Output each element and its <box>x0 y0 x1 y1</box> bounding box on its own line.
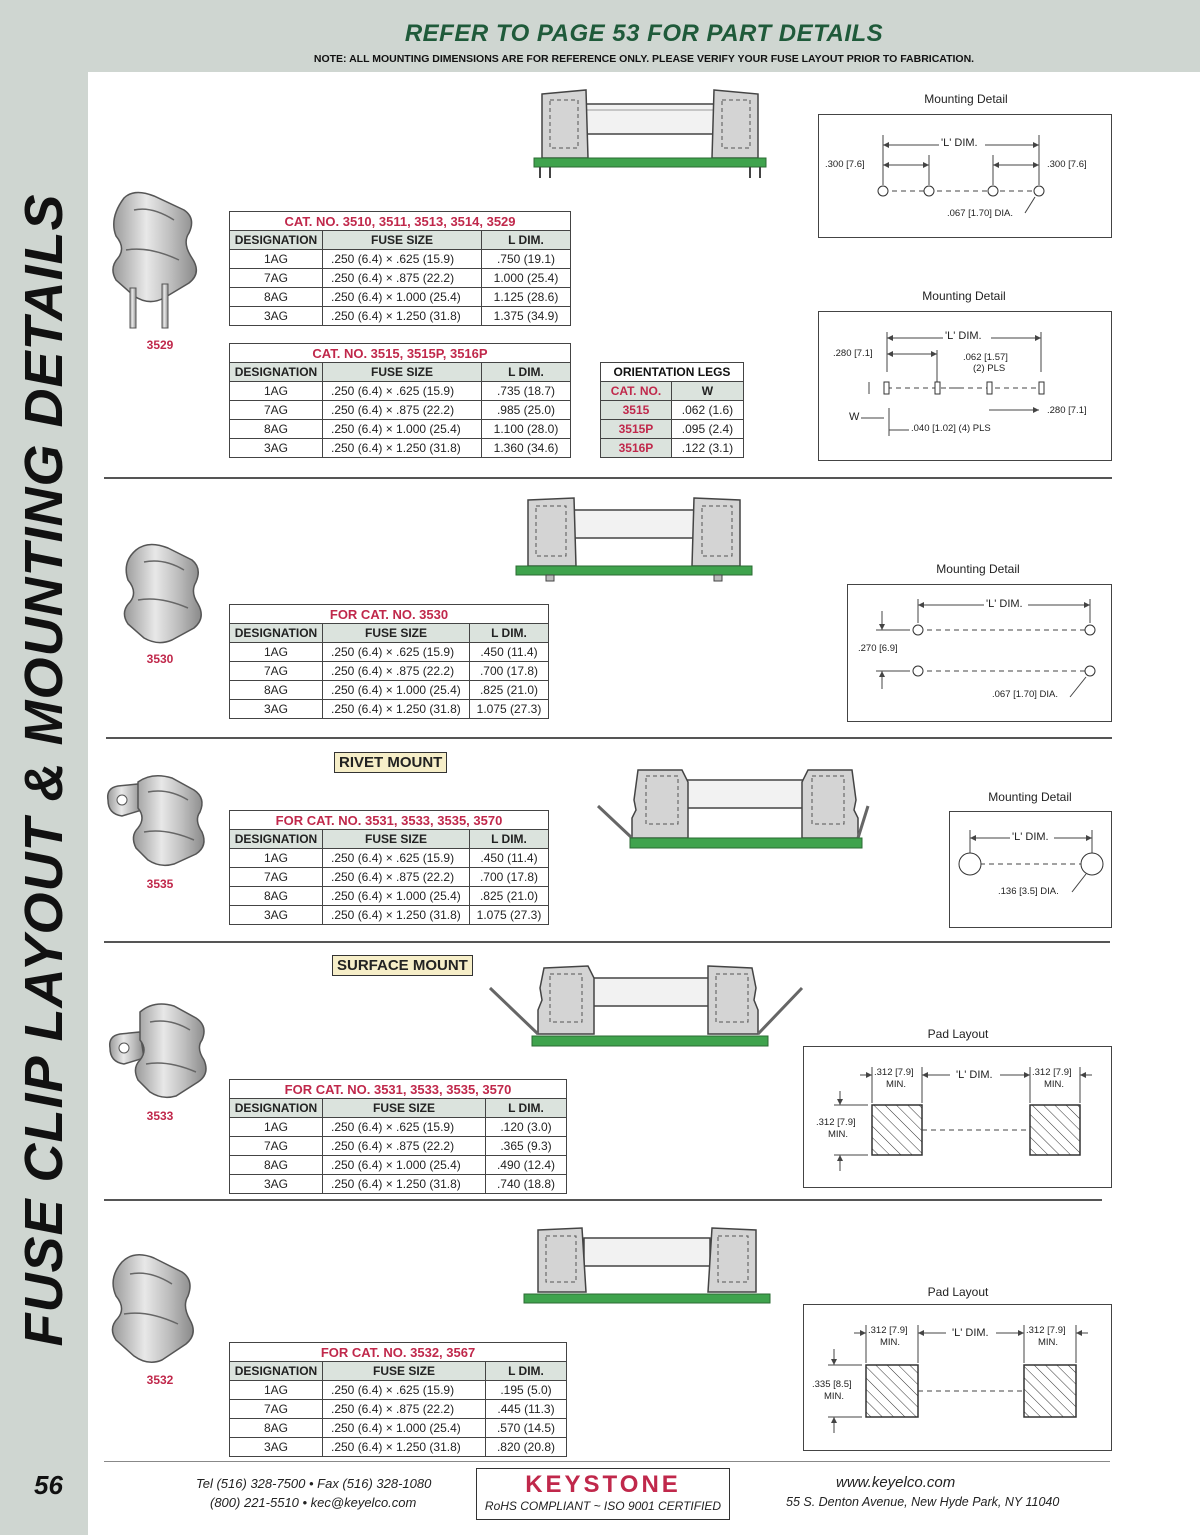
footer-phone: Tel (516) 328-7500 • Fax (516) 328-1080 <box>196 1476 432 1491</box>
table-row: 8AG .250 (6.4) × 1.000 (25.4) 1.100 (28.0) <box>230 420 571 439</box>
keystone-logo-box <box>476 1468 730 1520</box>
table-row: 3AG .250 (6.4) × 1.250 (31.8) 1.075 (27.3) <box>230 906 549 925</box>
table-row: 7AG .250 (6.4) × .875 (22.2) .985 (25.0) <box>230 401 571 420</box>
col-l-dim: L DIM. <box>482 231 571 250</box>
w-label: W <box>849 411 860 423</box>
table-row: 1AG .250 (6.4) × .625 (15.9) .735 (18.7) <box>230 382 571 401</box>
section-divider <box>104 941 1110 943</box>
footer-contact: (800) 221-5510 • kec@keyelco.com <box>210 1495 417 1510</box>
dia-label: .067 [1.70] DIA. <box>992 689 1059 700</box>
pad-dim-top-left: .312 [7.9] <box>874 1067 914 1078</box>
table-row: 3515P .095 (2.4) <box>601 420 744 439</box>
table-row: 3AG .250 (6.4) × 1.250 (31.8) .740 (18.8) <box>230 1175 567 1194</box>
table-row: 7AG .250 (6.4) × .875 (22.2) .700 (17.8) <box>230 662 549 681</box>
table-row: 1AG .250 (6.4) × .625 (15.9) .450 (11.4) <box>230 643 549 662</box>
col-designation: DESIGNATION <box>230 363 323 382</box>
dim-label-right: .280 [7.1] <box>1047 405 1087 416</box>
table-caption: FOR CAT. NO. 3530 <box>230 605 549 624</box>
table-row: 8AG .250 (6.4) × 1.000 (25.4) .825 (21.0) <box>230 681 549 700</box>
table-caption: FOR CAT. NO. 3531, 3533, 3535, 3570 <box>230 811 549 830</box>
mounting-detail-box-1 <box>818 114 1112 238</box>
clip-label-3529: 3529 <box>146 338 174 352</box>
table-row: 3AG .250 (6.4) × 1.250 (31.8) 1.075 (27.3) <box>230 700 549 719</box>
fuse-clip-3530-image <box>116 540 206 650</box>
col-fuse-size: FUSE SIZE <box>323 624 470 643</box>
fuse-clip-3532-image <box>104 1250 204 1370</box>
table-row: 1AG .250 (6.4) × .625 (15.9) .120 (3.0) <box>230 1118 567 1137</box>
table-row: 7AG .250 (6.4) × .875 (22.2) 1.000 (25.4) <box>230 269 571 288</box>
orientation-caption: ORIENTATION LEGS <box>601 363 744 382</box>
col-designation: DESIGNATION <box>230 231 323 250</box>
pad-dim-side-min: MIN. <box>824 1391 845 1402</box>
mounting-detail-box-4 <box>949 811 1112 928</box>
mounting-detail-box-2 <box>818 311 1112 461</box>
pad-dim-top-right-min: MIN. <box>1038 1337 1059 1348</box>
clip-label-3533: 3533 <box>146 1109 174 1123</box>
footer-address: 55 S. Denton Avenue, New Hyde Park, NY 11040 <box>786 1495 1060 1509</box>
col-designation: DESIGNATION <box>230 1362 323 1381</box>
mounting-detail-title: Mounting Detail <box>936 562 1020 576</box>
header-title: REFER TO PAGE 53 FOR PART DETAILS <box>404 20 884 47</box>
table-row: 1AG .250 (6.4) × .625 (15.9) .195 (5.0) <box>230 1381 567 1400</box>
table-row: 3515 .062 (1.6) <box>601 401 744 420</box>
table-row: 3516P .122 (3.1) <box>601 439 744 458</box>
l-dim-label: 'L' DIM. <box>956 1069 993 1081</box>
certifications: RoHS COMPLIANT ~ ISO 9001 CERTIFIED <box>484 1499 722 1513</box>
page-number: 56 <box>34 1470 63 1500</box>
fuse-clip-3535-image <box>102 770 212 870</box>
fuse-clip-3529-image <box>104 188 204 333</box>
dia-label: .136 [3.5] DIA. <box>998 886 1059 897</box>
sidebar-band <box>0 0 88 1535</box>
col-l-dim: L DIM. <box>486 1362 567 1381</box>
pad-layout-title: Pad Layout <box>927 1285 989 1299</box>
section-divider <box>104 1199 1102 1201</box>
section-divider <box>106 737 1112 739</box>
fuse-assembly-surface-mount-1 <box>488 962 804 1050</box>
table-row: 7AG .250 (6.4) × .875 (22.2) .445 (11.3) <box>230 1400 567 1419</box>
pad-dim-top-left-min: MIN. <box>886 1079 907 1090</box>
table-row: 8AG .250 (6.4) × 1.000 (25.4) .825 (21.0) <box>230 887 549 906</box>
col-l-dim: L DIM. <box>486 1099 567 1118</box>
header-note: NOTE: ALL MOUNTING DIMENSIONS ARE FOR REFERENCE ONLY. PLEASE VERIFY YOUR FUSE LAYOUT PRIOR TO FABRICATION. <box>313 53 975 65</box>
l-dim-label: 'L' DIM. <box>952 1327 989 1339</box>
pls-count-label: (2) PLS <box>973 363 1006 374</box>
pad-dim-side-min: MIN. <box>828 1129 849 1140</box>
table-caption: CAT. NO. 3515, 3515P, 3516P <box>230 344 571 363</box>
table-row: 3AG .250 (6.4) × 1.250 (31.8) 1.360 (34.6) <box>230 439 571 458</box>
l-dim-label: 'L' DIM. <box>945 330 982 342</box>
dim-label-left: .300 [7.6] <box>825 159 865 170</box>
spec-table-3510-3529 <box>229 211 571 326</box>
orientation-legs-table <box>600 362 744 458</box>
surface-mount-tag: SURFACE MOUNT <box>332 955 473 976</box>
mounting-detail-title: Mounting Detail <box>924 92 1008 106</box>
fuse-assembly-rivet-mount <box>596 766 870 856</box>
pad-dim-side: .312 [7.9] <box>816 1117 856 1128</box>
col-l-dim: L DIM. <box>470 624 549 643</box>
dim-label-right: .300 [7.6] <box>1047 159 1087 170</box>
spec-table-3532-3567 <box>229 1342 567 1457</box>
clip-label-3532: 3532 <box>146 1373 174 1387</box>
fuse-assembly-surface-mount-2 <box>522 1226 772 1308</box>
col-fuse-size: FUSE SIZE <box>323 231 482 250</box>
clip-label-3530: 3530 <box>146 652 174 666</box>
pad-dim-top-right-min: MIN. <box>1044 1079 1065 1090</box>
clip-label-3535: 3535 <box>146 877 174 891</box>
col-l-dim: L DIM. <box>470 830 549 849</box>
section-divider <box>104 1461 1110 1462</box>
rivet-mount-tag: RIVET MOUNT <box>334 752 447 773</box>
table-caption: CAT. NO. 3510, 3511, 3513, 3514, 3529 <box>230 212 571 231</box>
table-row: 8AG .250 (6.4) × 1.000 (25.4) 1.125 (28.6) <box>230 288 571 307</box>
spec-table-smt-3531-3570 <box>229 1079 567 1194</box>
spec-table-3515-3516p <box>229 343 571 458</box>
spec-table-3530 <box>229 604 549 719</box>
mounting-detail-title: Mounting Detail <box>922 289 1006 303</box>
pad-layout-box-2 <box>803 1304 1112 1451</box>
l-dim-label: 'L' DIM. <box>986 598 1023 610</box>
pad-dim-side: .335 [8.5] <box>812 1379 852 1390</box>
header-band <box>88 0 1200 72</box>
table-row: 8AG .250 (6.4) × 1.000 (25.4) .490 (12.4) <box>230 1156 567 1175</box>
fuse-assembly-through-hole-1 <box>530 86 770 182</box>
col-w: W <box>671 382 743 401</box>
pad-dim-top-left-min: MIN. <box>880 1337 901 1348</box>
table-row: 3AG .250 (6.4) × 1.250 (31.8) 1.375 (34.9) <box>230 307 571 326</box>
col-fuse-size: FUSE SIZE <box>323 1099 486 1118</box>
table-row: 3AG .250 (6.4) × 1.250 (31.8) .820 (20.8) <box>230 1438 567 1457</box>
table-caption: FOR CAT. NO. 3532, 3567 <box>230 1343 567 1362</box>
l-dim-label: 'L' DIM. <box>1012 831 1049 843</box>
section-divider <box>104 477 1112 479</box>
col-cat-no: CAT. NO. <box>601 382 672 401</box>
pad-dim-top-right: .312 [7.9] <box>1032 1067 1072 1078</box>
dia-label: .067 [1.70] DIA. <box>947 208 1014 219</box>
fuse-assembly-through-hole-2 <box>514 494 754 584</box>
table-row: 7AG .250 (6.4) × .875 (22.2) .700 (17.8) <box>230 868 549 887</box>
col-fuse-size: FUSE SIZE <box>323 363 482 382</box>
pad-layout-title: Pad Layout <box>927 1027 989 1041</box>
l-dim-label: 'L' DIM. <box>941 137 978 149</box>
spec-table-rivet-3531-3570 <box>229 810 549 925</box>
bottom-dim-label: .040 [1.02] (4) PLS <box>911 423 991 434</box>
col-fuse-size: FUSE SIZE <box>323 1362 486 1381</box>
col-designation: DESIGNATION <box>230 1099 323 1118</box>
table-row: 8AG .250 (6.4) × 1.000 (25.4) .570 (14.5) <box>230 1419 567 1438</box>
table-row: 7AG .250 (6.4) × .875 (22.2) .365 (9.3) <box>230 1137 567 1156</box>
table-caption: FOR CAT. NO. 3531, 3533, 3535, 3570 <box>230 1080 567 1099</box>
col-designation: DESIGNATION <box>230 830 323 849</box>
pad-dim-top-left: .312 [7.9] <box>868 1325 908 1336</box>
col-l-dim: L DIM. <box>482 363 571 382</box>
keystone-logo: KEYSTONE <box>525 1471 681 1498</box>
dim-label-left: .280 [7.1] <box>833 348 873 359</box>
table-row: 1AG .250 (6.4) × .625 (15.9) .450 (11.4) <box>230 849 549 868</box>
page-title: FUSE CLIP LAYOUT & MOUNTING DETAILS <box>14 193 74 1347</box>
pad-dim-top-right: .312 [7.9] <box>1026 1325 1066 1336</box>
col-designation: DESIGNATION <box>230 624 323 643</box>
footer-website[interactable]: www.keyelco.com <box>836 1474 956 1491</box>
dim-label-left: .270 [6.9] <box>858 643 898 654</box>
mounting-detail-box-3 <box>847 584 1112 722</box>
pls-label: .062 [1.57] <box>963 352 1008 363</box>
table-row: 1AG .250 (6.4) × .625 (15.9) .750 (19.1) <box>230 250 571 269</box>
col-fuse-size: FUSE SIZE <box>323 830 470 849</box>
fuse-clip-3533-image <box>104 998 214 1102</box>
pad-layout-box-1 <box>803 1046 1112 1188</box>
mounting-detail-title: Mounting Detail <box>988 790 1072 804</box>
